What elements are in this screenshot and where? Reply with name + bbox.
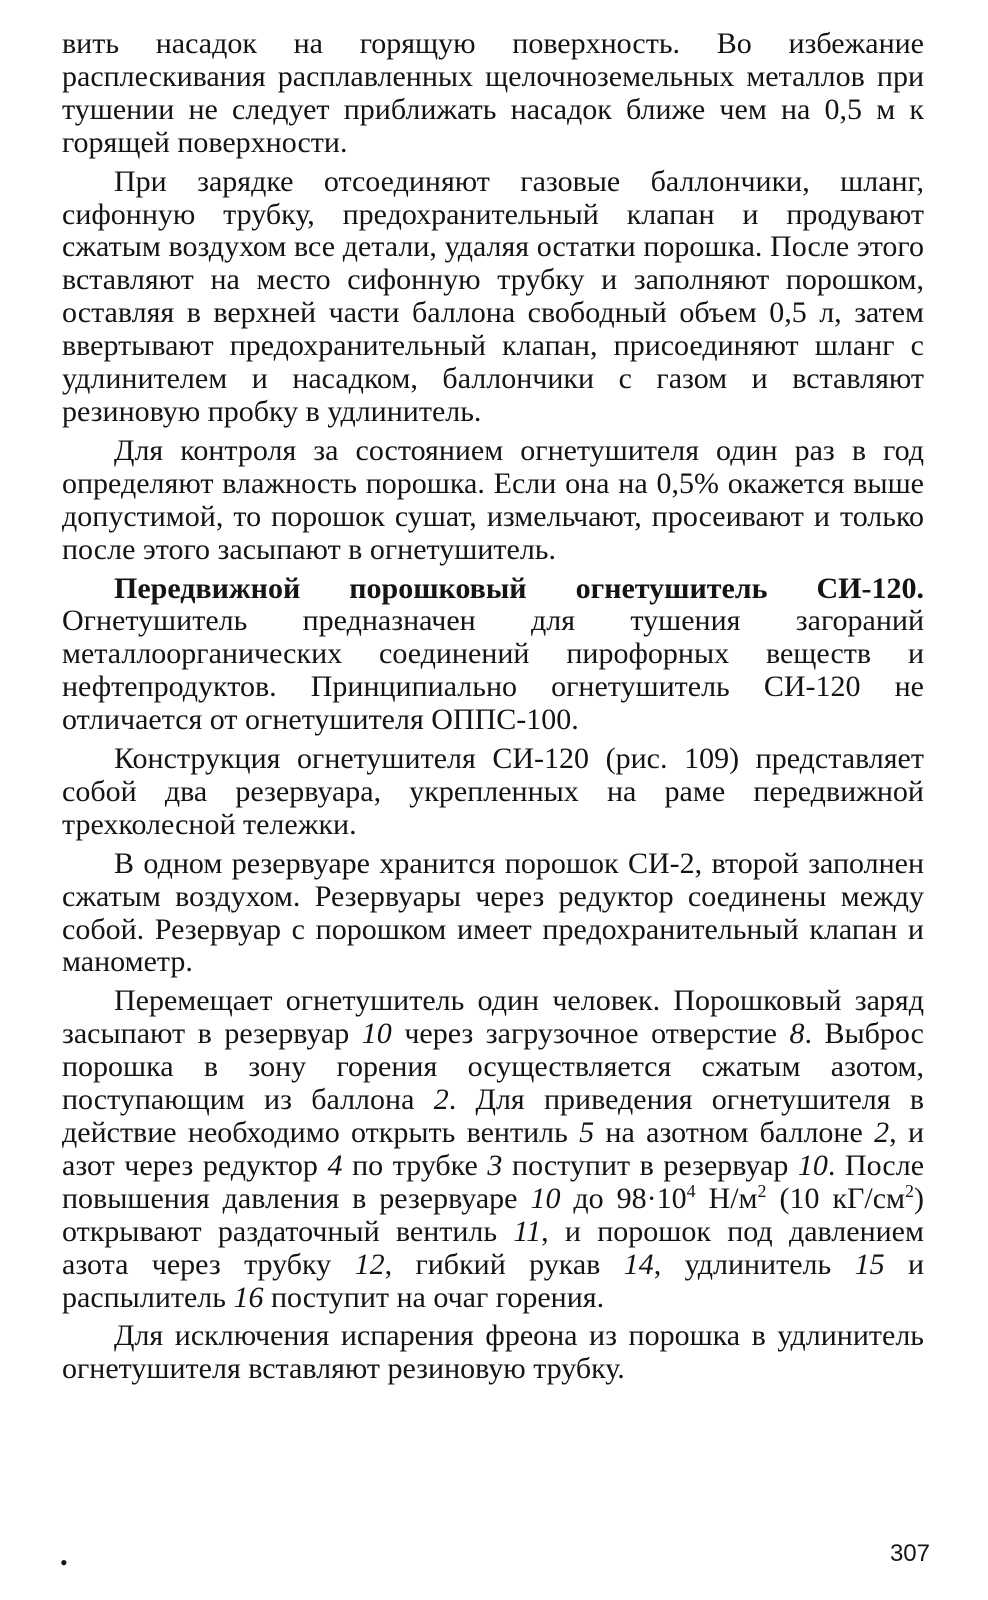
paragraph-4-text: Огнетушитель предназначен для тушения загораний металлоорганических соединений пирофорных веществ и нефтепродуктов. Принципиально огнетушитель СИ-120 не отличается от огнетушителя ОППС-100. xyxy=(62,604,924,737)
ref-4: 4 xyxy=(327,1148,343,1182)
ref-3: 3 xyxy=(487,1148,503,1182)
exp-2: 2 xyxy=(757,1180,767,1201)
paragraph-6: В одном резервуаре хранится порошок СИ-2, второй заполнен сжатым воздухом. Резервуары через редуктор соединены между собой. Резервуар с порошком имеет предохранительный клапан и манометр. xyxy=(62,846,924,979)
ref-14: 14 xyxy=(623,1247,654,1281)
ref-12: 12 xyxy=(354,1247,385,1281)
page-number: 307 xyxy=(889,1540,930,1567)
ref-15: 15 xyxy=(854,1247,885,1281)
paragraph-2: При зарядке отсоединяют газовые баллончики, шланг, сифонную трубку, предохранительный клапан и продувают сжатым воздухом все детали, удаляя остатки порошка. После этого вставляют на место сифонную трубку и заполняют порошком, оставляя в верхней части баллона свободный объем 0,5 л, затем ввертывают предохранительный клапан, присоединяют шланг с удлинителем и насадком, баллончики с газом и вставляют резиновую пробку в удлинитель. xyxy=(62,164,924,428)
ref-11: 11 xyxy=(513,1214,542,1248)
exp-2b: 2 xyxy=(905,1180,914,1201)
ref-10c: 10 xyxy=(530,1181,561,1215)
paragraph-5: Конструкция огнетушителя СИ-120 (рис. 109) представляет собой два резервуара, укрепленных на раме передвижной трехколесной тележки. xyxy=(62,742,924,841)
paragraph-4 xyxy=(62,573,924,738)
ref-5: 5 xyxy=(579,1116,595,1149)
paragraph-7: Перемещает огнетушитель один человек. Порошковый заряд засыпают в резервуар 10 через загрузочное отверстие 8. Выброс порошка в зону горения осуществляется сжатым азотом, поступающим из баллона 2. Для приведения огнетушителя в действие необходимо открыть вентиль 5 на азотном баллоне 2, и азот через редуктор 4 по трубке 3 поступит в резервуар 10. После повышения давления в резервуаре 10 до $98\cdot 10^4$ $Н/м^2$ (10 $кГ/см^2$) открывают раздаточный вентиль 11, и порошок под давлением азота через трубку 12, гибкий рукав 14, удлинитель 15 и распылитель 16 поступит на очаг горения. xyxy=(62,984,925,1314)
ref-10b: 10 xyxy=(797,1148,828,1182)
ref-16: 16 xyxy=(233,1280,264,1314)
ref-10: 10 xyxy=(361,1017,392,1051)
ref-2b: 2 xyxy=(874,1116,890,1149)
paragraph-1: вить насадок на горящую поверхность. Во избежание расплескивания расплавленных щелочноземельных металлов при тушении не следует приближать насадок ближе чем на 0,5 м к горящей поверхности. xyxy=(62,27,924,159)
ref-2: 2 xyxy=(433,1083,449,1117)
page-body xyxy=(62,28,924,1392)
paragraph-8: Для исключения испарения фреона из порошка в удлинитель огнетушителя вставляют резиновую трубку. xyxy=(62,1319,924,1386)
section-heading: Передвижной порошковый огнетушитель СИ-120. xyxy=(114,571,924,605)
footer-dot: • xyxy=(60,1550,68,1575)
paragraph-3: Для контроля за состоянием огнетушителя один раз в год определяют влажность порошка. Если она на 0,5% окажется выше допустимой, то порошок сушат, измельчают, просеивают и только после этого засыпают в огнетушитель. xyxy=(62,433,924,566)
exp-4: 4 xyxy=(686,1180,696,1201)
ref-8: 8 xyxy=(789,1017,805,1051)
